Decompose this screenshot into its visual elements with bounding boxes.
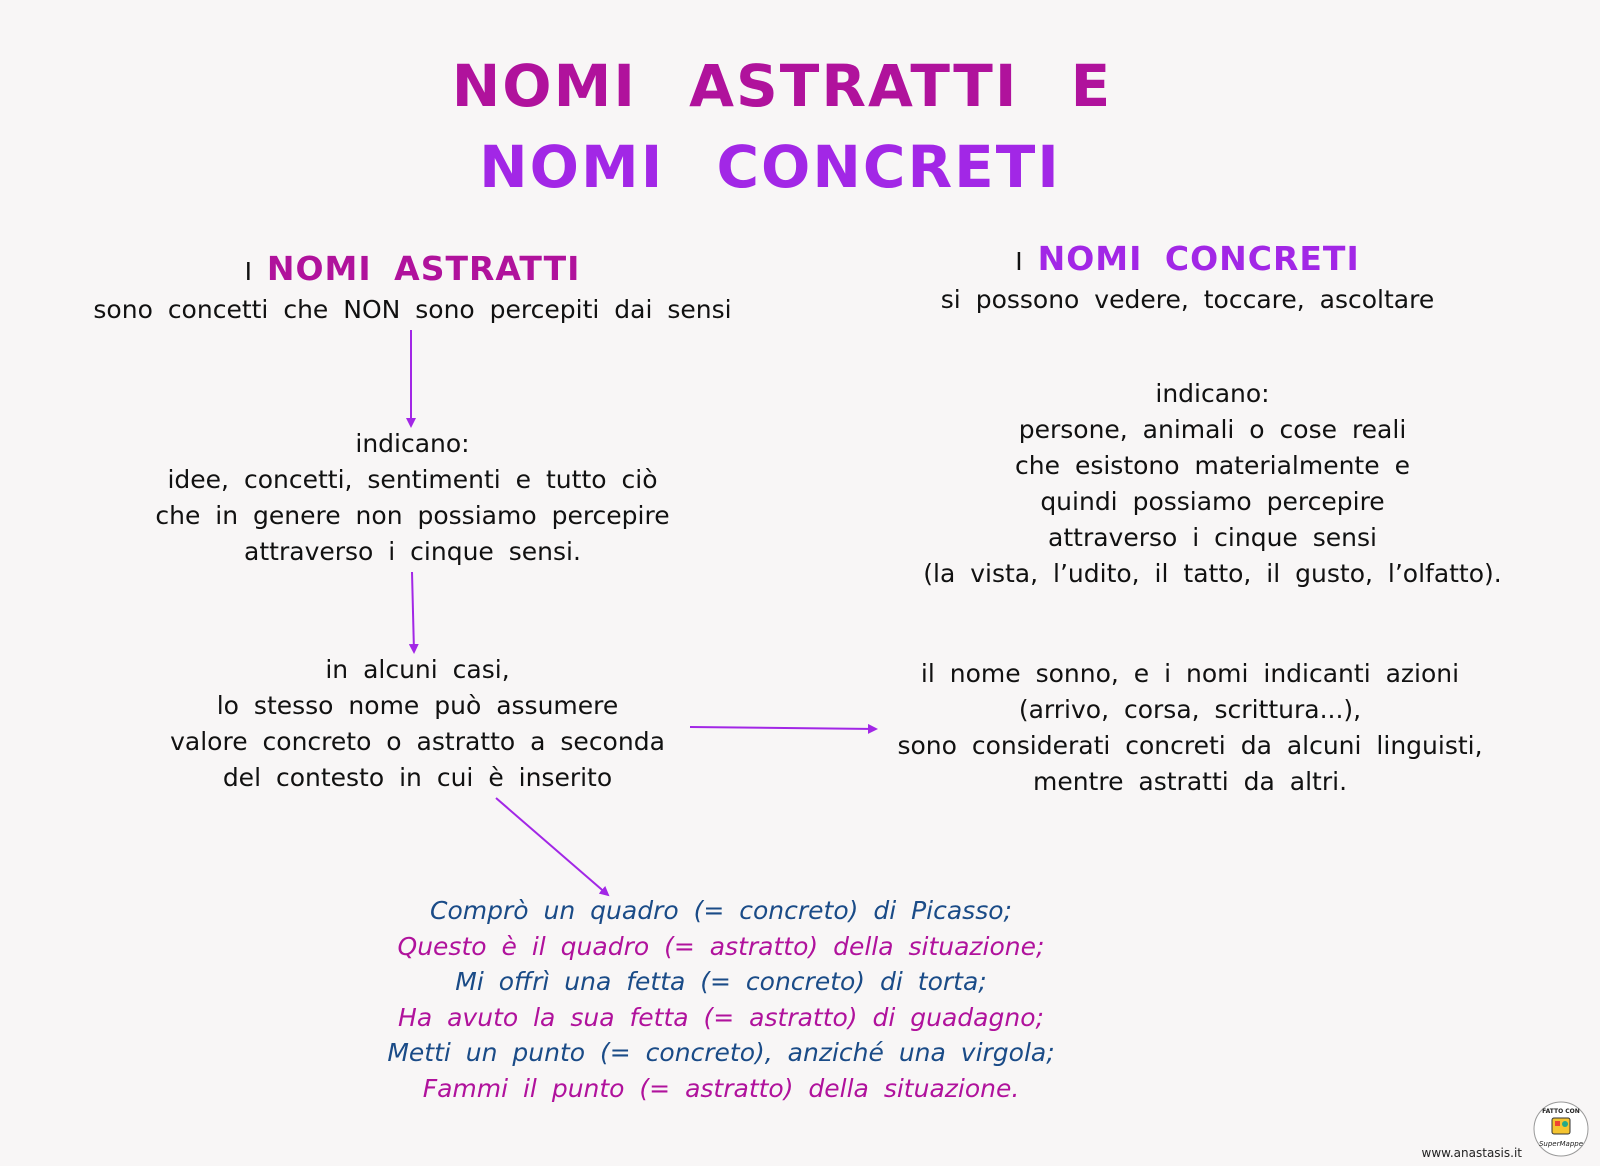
examples-node: [340, 893, 1102, 1106]
badge-bottom-text: SuperMappe: [1538, 1140, 1584, 1148]
text-line: che esistono materialmente e: [1015, 451, 1410, 480]
keyword-concreti: NOMI CONCRETI: [1037, 239, 1360, 278]
title-line-1: NOMI ASTRATTI E: [451, 52, 1113, 120]
text-line: che in genere non possiamo percepire: [155, 501, 670, 530]
text-line: persone, animali o cose reali: [1018, 415, 1407, 444]
text-line: quindi possiamo percepire: [1040, 487, 1385, 516]
arrow-alcuni-casi-to-examples: [496, 798, 608, 895]
text-line: indicano:: [1155, 379, 1270, 408]
article-astratti: I: [244, 257, 252, 286]
nomi-concreti-node: [875, 239, 1500, 318]
nomi-astratti-node: [40, 249, 785, 328]
astratti-indicano-node: [90, 426, 735, 570]
text-line: il nome sonno, e i nomi indicanti azioni: [920, 659, 1460, 688]
text-line: sono considerati concreti da alcuni linguisti,: [897, 731, 1483, 760]
badge-circle-icon: [1562, 1121, 1568, 1127]
text-line: in alcuni casi,: [325, 655, 510, 684]
example-astratto-fetta: Ha avuto la sua fetta (= astratto) di guadagno;: [398, 1002, 1044, 1032]
keyword-astratti: NOMI ASTRATTI: [266, 249, 581, 288]
sonno-node: [860, 656, 1520, 800]
website-watermark: www.anastasis.it: [1421, 1146, 1522, 1160]
concreti-indicano-node: [880, 376, 1545, 592]
example-concreto-fetta: Mi offrì una fetta (= concreto) di torta;: [455, 967, 987, 996]
text-line: indicano:: [355, 429, 470, 458]
nomi-astratti-heading: [40, 249, 785, 292]
text-line: (arrivo, corsa, scrittura...),: [1018, 695, 1362, 724]
example-astratto-quadro: Questo è il quadro (= astratto) della situazione;: [397, 931, 1045, 961]
badge-top-text: FATTO CON: [1542, 1108, 1580, 1115]
text-line: attraverso i cinque sensi: [1048, 523, 1377, 552]
text-line: valore concreto o astratto a seconda: [170, 727, 665, 756]
text-line: lo stesso nome può assumere: [216, 691, 619, 720]
text-line: (la vista, l’udito, il tatto, il gusto, l’olfatto).: [923, 559, 1502, 588]
title-line-2: NOMI CONCRETI: [479, 133, 1061, 201]
alcuni-casi-node: [110, 652, 725, 796]
badge-square-icon: [1555, 1121, 1560, 1126]
supermappe-badge: [1532, 1100, 1590, 1158]
text-line: attraverso i cinque sensi.: [244, 537, 581, 566]
definition-astratti: sono concetti che NON sono percepiti dai sensi: [93, 295, 732, 324]
example-astratto-punto: Fammi il punto (= astratto) della situazione.: [422, 1073, 1020, 1103]
text-line: del contesto in cui è inserito: [222, 763, 613, 792]
arrow-indicano-to-alcuni-casi: [412, 572, 414, 652]
definition-concreti: si possono vedere, toccare, ascoltare: [940, 285, 1435, 314]
text-line: idee, concetti, sentimenti e tutto ciò: [167, 465, 658, 494]
example-concreto-quadro: Comprò un quadro (= concreto) di Picasso;: [430, 896, 1012, 925]
nomi-concreti-heading: [875, 239, 1500, 282]
text-line: mentre astratti da altri.: [1032, 767, 1348, 796]
article-concreti: I: [1015, 247, 1023, 276]
example-concreto-punto: Metti un punto (= concreto), anziché una virgola;: [387, 1038, 1055, 1067]
